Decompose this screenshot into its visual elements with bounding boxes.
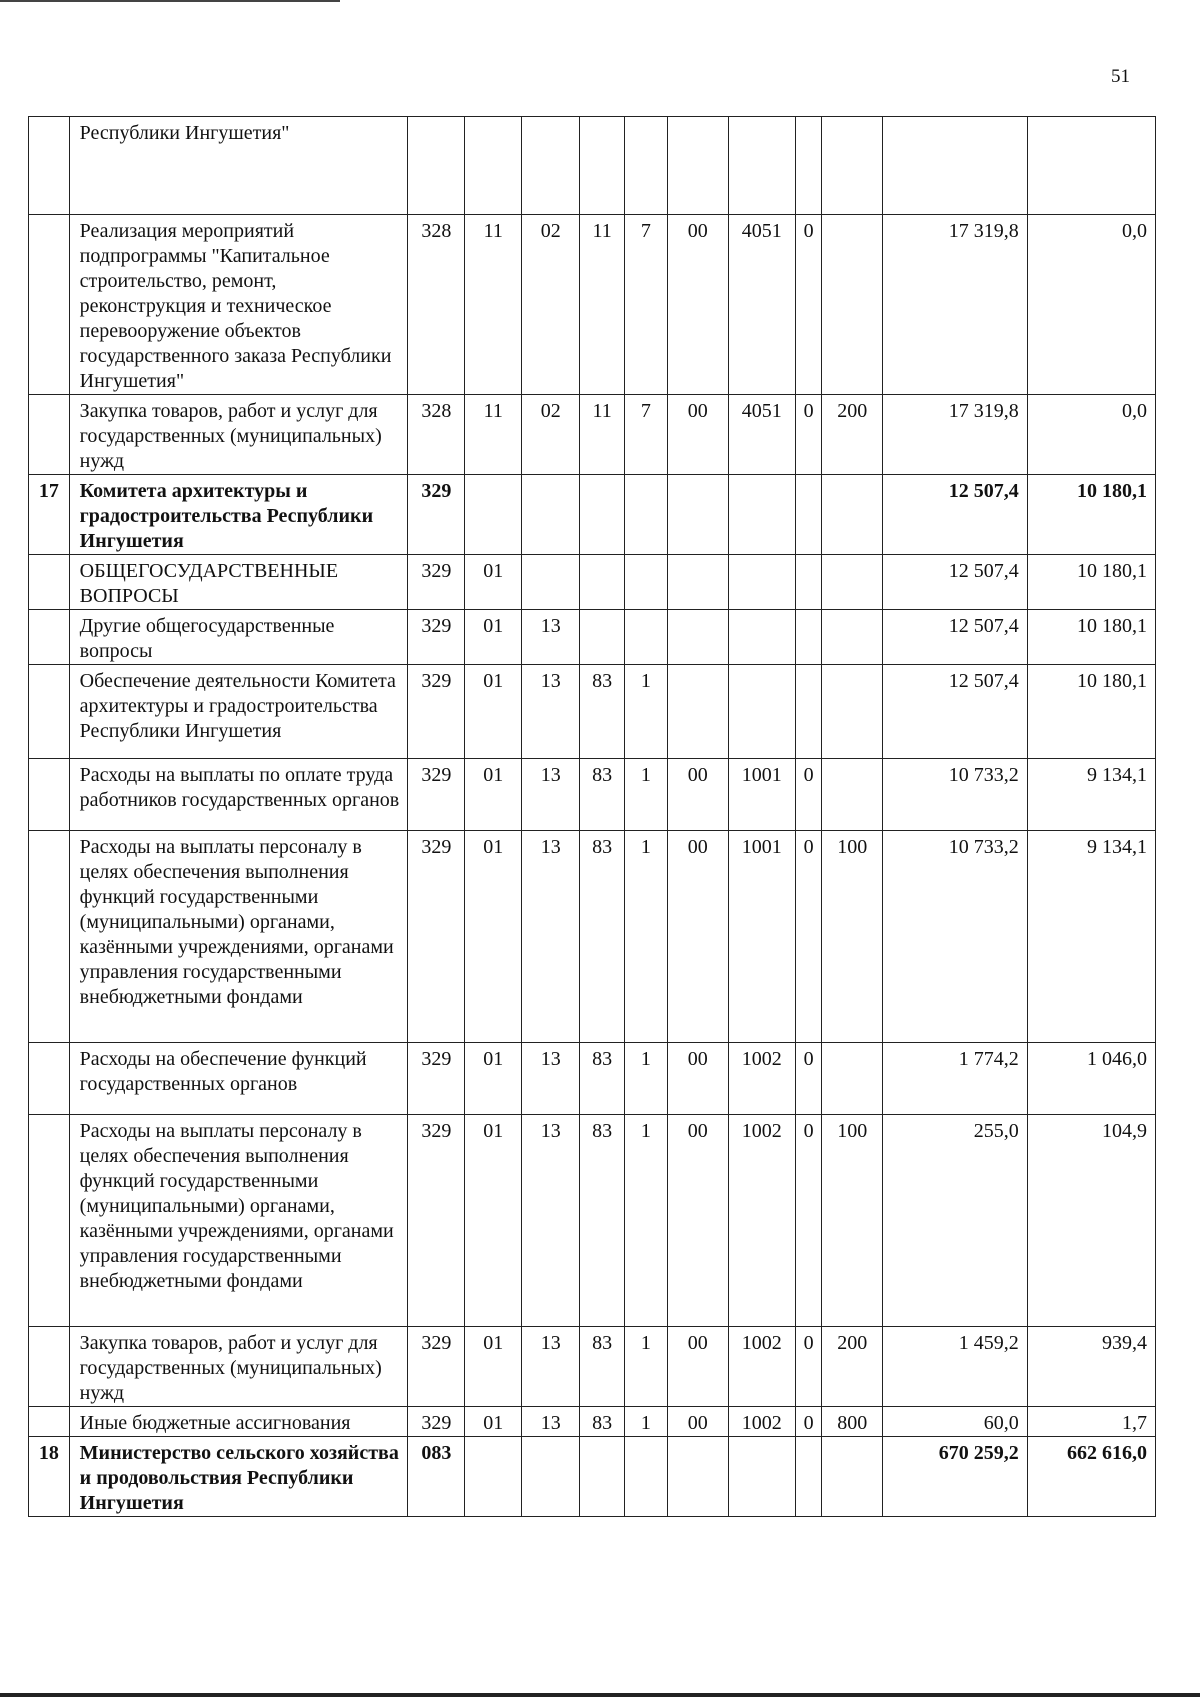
- code-subprogram: [625, 475, 668, 555]
- row-name: Расходы на выплаты персоналу в целях обеспечения выполнения функций государственными (муниципальными) органами, казёнными учреждениями, органами управления государственными внебюджетными фондами: [69, 831, 408, 1043]
- amount-executed: 939,4: [1027, 1327, 1155, 1407]
- table-row: [29, 1437, 1156, 1517]
- code-vr: [822, 610, 883, 665]
- row-name: Министерство сельского хозяйства и продовольствия Республики Ингушетия: [69, 1437, 408, 1517]
- code-direction: [728, 1437, 795, 1517]
- code-event: 00: [667, 395, 728, 475]
- code-digit: 0: [795, 1115, 821, 1327]
- code-program: 83: [580, 665, 625, 759]
- code-subprogram: 7: [625, 215, 668, 395]
- amount-planned: 12 507,4: [883, 665, 1027, 759]
- code-event: 00: [667, 1115, 728, 1327]
- code-gr: 329: [408, 665, 465, 759]
- code-pr: 13: [522, 1407, 580, 1437]
- row-name: Расходы на выплаты по оплате труда работников государственных органов: [69, 759, 408, 831]
- row-index: [29, 1043, 70, 1115]
- row-index: [29, 117, 70, 215]
- table-row: [29, 215, 1156, 395]
- code-direction: [728, 475, 795, 555]
- code-gr: [408, 117, 465, 215]
- code-event: [667, 1437, 728, 1517]
- code-vr: [822, 759, 883, 831]
- code-subprogram: 1: [625, 831, 668, 1043]
- amount-executed: 10 180,1: [1027, 555, 1155, 610]
- code-digit: 0: [795, 1327, 821, 1407]
- code-subprogram: 7: [625, 395, 668, 475]
- row-index: [29, 831, 70, 1043]
- amount-planned: 60,0: [883, 1407, 1027, 1437]
- budget-table: [28, 116, 1156, 1517]
- code-subprogram: [625, 117, 668, 215]
- amount-executed: 10 180,1: [1027, 610, 1155, 665]
- amount-executed: [1027, 117, 1155, 215]
- code-event: 00: [667, 215, 728, 395]
- code-pr: 13: [522, 831, 580, 1043]
- code-digit: 0: [795, 1407, 821, 1437]
- code-gr: 329: [408, 1115, 465, 1327]
- amount-planned: 12 507,4: [883, 475, 1027, 555]
- amount-executed: 0,0: [1027, 395, 1155, 475]
- code-rz: [465, 475, 522, 555]
- code-direction: 4051: [728, 395, 795, 475]
- row-name: Обеспечение деятельности Комитета архитектуры и градостроительства Республики Ингушетия: [69, 665, 408, 759]
- code-pr: [522, 475, 580, 555]
- code-direction: 4051: [728, 215, 795, 395]
- code-vr: [822, 1043, 883, 1115]
- code-direction: 1002: [728, 1407, 795, 1437]
- amount-planned: 12 507,4: [883, 555, 1027, 610]
- code-subprogram: [625, 610, 668, 665]
- table-row: [29, 117, 1156, 215]
- code-vr: 200: [822, 395, 883, 475]
- code-program: 83: [580, 1327, 625, 1407]
- table-row: [29, 610, 1156, 665]
- amount-executed: 9 134,1: [1027, 831, 1155, 1043]
- code-event: 00: [667, 831, 728, 1043]
- code-digit: 0: [795, 831, 821, 1043]
- code-vr: [822, 215, 883, 395]
- amount-planned: 17 319,8: [883, 395, 1027, 475]
- code-program: [580, 555, 625, 610]
- code-digit: [795, 1437, 821, 1517]
- amount-executed: 0,0: [1027, 215, 1155, 395]
- row-index: [29, 555, 70, 610]
- code-vr: [822, 117, 883, 215]
- code-direction: 1001: [728, 831, 795, 1043]
- code-vr: [822, 555, 883, 610]
- amount-planned: 17 319,8: [883, 215, 1027, 395]
- code-vr: [822, 475, 883, 555]
- code-event: 00: [667, 759, 728, 831]
- code-rz: [465, 1437, 522, 1517]
- code-program: [580, 1437, 625, 1517]
- code-direction: 1002: [728, 1043, 795, 1115]
- code-rz: 01: [465, 831, 522, 1043]
- code-vr: [822, 665, 883, 759]
- code-rz: 01: [465, 665, 522, 759]
- scan-edge-top: [0, 0, 340, 2]
- row-name: Реализация мероприятий подпрограммы "Капитальное строительство, ремонт, реконструкция и техническое перевооружение объектов государственного заказа Республики Ингушетия": [69, 215, 408, 395]
- code-pr: [522, 1437, 580, 1517]
- row-name: Республики Ингушетия": [69, 117, 408, 215]
- code-subprogram: 1: [625, 1407, 668, 1437]
- code-gr: 328: [408, 395, 465, 475]
- code-digit: [795, 610, 821, 665]
- code-gr: 329: [408, 1043, 465, 1115]
- row-name: Комитета архитектуры и градостроительства Республики Ингушетия: [69, 475, 408, 555]
- row-name: Расходы на выплаты персоналу в целях обеспечения выполнения функций государственными (муниципальными) органами, казёнными учреждениями, органами управления государственными внебюджетными фондами: [69, 1115, 408, 1327]
- table-row: [29, 1407, 1156, 1437]
- code-direction: [728, 555, 795, 610]
- code-program: 11: [580, 215, 625, 395]
- code-rz: 01: [465, 759, 522, 831]
- code-digit: [795, 117, 821, 215]
- row-index: [29, 1407, 70, 1437]
- code-gr: 328: [408, 215, 465, 395]
- code-gr: 083: [408, 1437, 465, 1517]
- amount-executed: 1 046,0: [1027, 1043, 1155, 1115]
- code-vr: 200: [822, 1327, 883, 1407]
- amount-executed: 10 180,1: [1027, 665, 1155, 759]
- code-program: 83: [580, 1115, 625, 1327]
- row-name: Иные бюджетные ассигнования: [69, 1407, 408, 1437]
- row-index: [29, 215, 70, 395]
- code-pr: 13: [522, 1115, 580, 1327]
- row-name: ОБЩЕГОСУДАРСТВЕННЫЕ ВОПРОСЫ: [69, 555, 408, 610]
- row-index: [29, 1327, 70, 1407]
- code-digit: [795, 555, 821, 610]
- code-subprogram: 1: [625, 665, 668, 759]
- code-digit: 0: [795, 395, 821, 475]
- code-rz: 11: [465, 215, 522, 395]
- row-index: 18: [29, 1437, 70, 1517]
- row-index: [29, 1115, 70, 1327]
- code-digit: 0: [795, 1043, 821, 1115]
- code-pr: 13: [522, 759, 580, 831]
- code-direction: [728, 665, 795, 759]
- code-rz: 01: [465, 555, 522, 610]
- amount-executed: 9 134,1: [1027, 759, 1155, 831]
- code-direction: [728, 117, 795, 215]
- amount-executed: 1,7: [1027, 1407, 1155, 1437]
- table-row: [29, 395, 1156, 475]
- code-subprogram: 1: [625, 1043, 668, 1115]
- code-vr: 100: [822, 1115, 883, 1327]
- code-program: 83: [580, 831, 625, 1043]
- row-index: 17: [29, 475, 70, 555]
- row-name: Закупка товаров, работ и услуг для государственных (муниципальных) нужд: [69, 1327, 408, 1407]
- table-row: [29, 665, 1156, 759]
- table-row: [29, 1327, 1156, 1407]
- table-row: [29, 475, 1156, 555]
- code-program: 83: [580, 1043, 625, 1115]
- code-rz: 01: [465, 1043, 522, 1115]
- code-pr: [522, 555, 580, 610]
- code-gr: 329: [408, 759, 465, 831]
- code-event: [667, 610, 728, 665]
- code-event: [667, 665, 728, 759]
- code-event: 00: [667, 1407, 728, 1437]
- code-direction: 1002: [728, 1115, 795, 1327]
- code-subprogram: 1: [625, 1115, 668, 1327]
- code-rz: 11: [465, 395, 522, 475]
- code-vr: 100: [822, 831, 883, 1043]
- code-event: [667, 117, 728, 215]
- amount-planned: 12 507,4: [883, 610, 1027, 665]
- code-subprogram: 1: [625, 1327, 668, 1407]
- amount-planned: [883, 117, 1027, 215]
- code-program: 11: [580, 395, 625, 475]
- code-vr: 800: [822, 1407, 883, 1437]
- code-event: [667, 475, 728, 555]
- code-subprogram: 1: [625, 759, 668, 831]
- amount-planned: 1 774,2: [883, 1043, 1027, 1115]
- code-event: [667, 555, 728, 610]
- code-program: 83: [580, 1407, 625, 1437]
- code-rz: 01: [465, 1407, 522, 1437]
- row-index: [29, 665, 70, 759]
- code-program: [580, 610, 625, 665]
- code-event: 00: [667, 1043, 728, 1115]
- code-direction: 1001: [728, 759, 795, 831]
- code-gr: 329: [408, 1327, 465, 1407]
- code-vr: [822, 1437, 883, 1517]
- code-program: 83: [580, 759, 625, 831]
- code-rz: 01: [465, 610, 522, 665]
- code-gr: 329: [408, 555, 465, 610]
- code-program: [580, 475, 625, 555]
- code-program: [580, 117, 625, 215]
- code-digit: [795, 665, 821, 759]
- code-digit: [795, 475, 821, 555]
- table-row: [29, 1043, 1156, 1115]
- code-subprogram: [625, 555, 668, 610]
- page-number: 51: [1111, 66, 1130, 87]
- amount-planned: 10 733,2: [883, 759, 1027, 831]
- code-pr: 02: [522, 215, 580, 395]
- row-index: [29, 395, 70, 475]
- amount-planned: 255,0: [883, 1115, 1027, 1327]
- code-rz: [465, 117, 522, 215]
- code-direction: [728, 610, 795, 665]
- code-digit: 0: [795, 215, 821, 395]
- code-gr: 329: [408, 475, 465, 555]
- row-index: [29, 759, 70, 831]
- table-row: [29, 831, 1156, 1043]
- amount-executed: 104,9: [1027, 1115, 1155, 1327]
- code-direction: 1002: [728, 1327, 795, 1407]
- row-name: Другие общегосударственные вопросы: [69, 610, 408, 665]
- scan-edge-bottom: [0, 1693, 1200, 1697]
- code-pr: 13: [522, 1043, 580, 1115]
- amount-executed: 662 616,0: [1027, 1437, 1155, 1517]
- code-rz: 01: [465, 1115, 522, 1327]
- code-digit: 0: [795, 759, 821, 831]
- amount-planned: 1 459,2: [883, 1327, 1027, 1407]
- code-gr: 329: [408, 1407, 465, 1437]
- code-pr: 13: [522, 665, 580, 759]
- code-pr: 13: [522, 1327, 580, 1407]
- table-row: [29, 759, 1156, 831]
- code-pr: [522, 117, 580, 215]
- row-name: Расходы на обеспечение функций государственных органов: [69, 1043, 408, 1115]
- code-rz: 01: [465, 1327, 522, 1407]
- row-name: Закупка товаров, работ и услуг для государственных (муниципальных) нужд: [69, 395, 408, 475]
- amount-planned: 670 259,2: [883, 1437, 1027, 1517]
- row-index: [29, 610, 70, 665]
- code-gr: 329: [408, 831, 465, 1043]
- table-row: [29, 555, 1156, 610]
- code-pr: 02: [522, 395, 580, 475]
- code-gr: 329: [408, 610, 465, 665]
- table-row: [29, 1115, 1156, 1327]
- amount-executed: 10 180,1: [1027, 475, 1155, 555]
- code-event: 00: [667, 1327, 728, 1407]
- code-pr: 13: [522, 610, 580, 665]
- code-subprogram: [625, 1437, 668, 1517]
- amount-planned: 10 733,2: [883, 831, 1027, 1043]
